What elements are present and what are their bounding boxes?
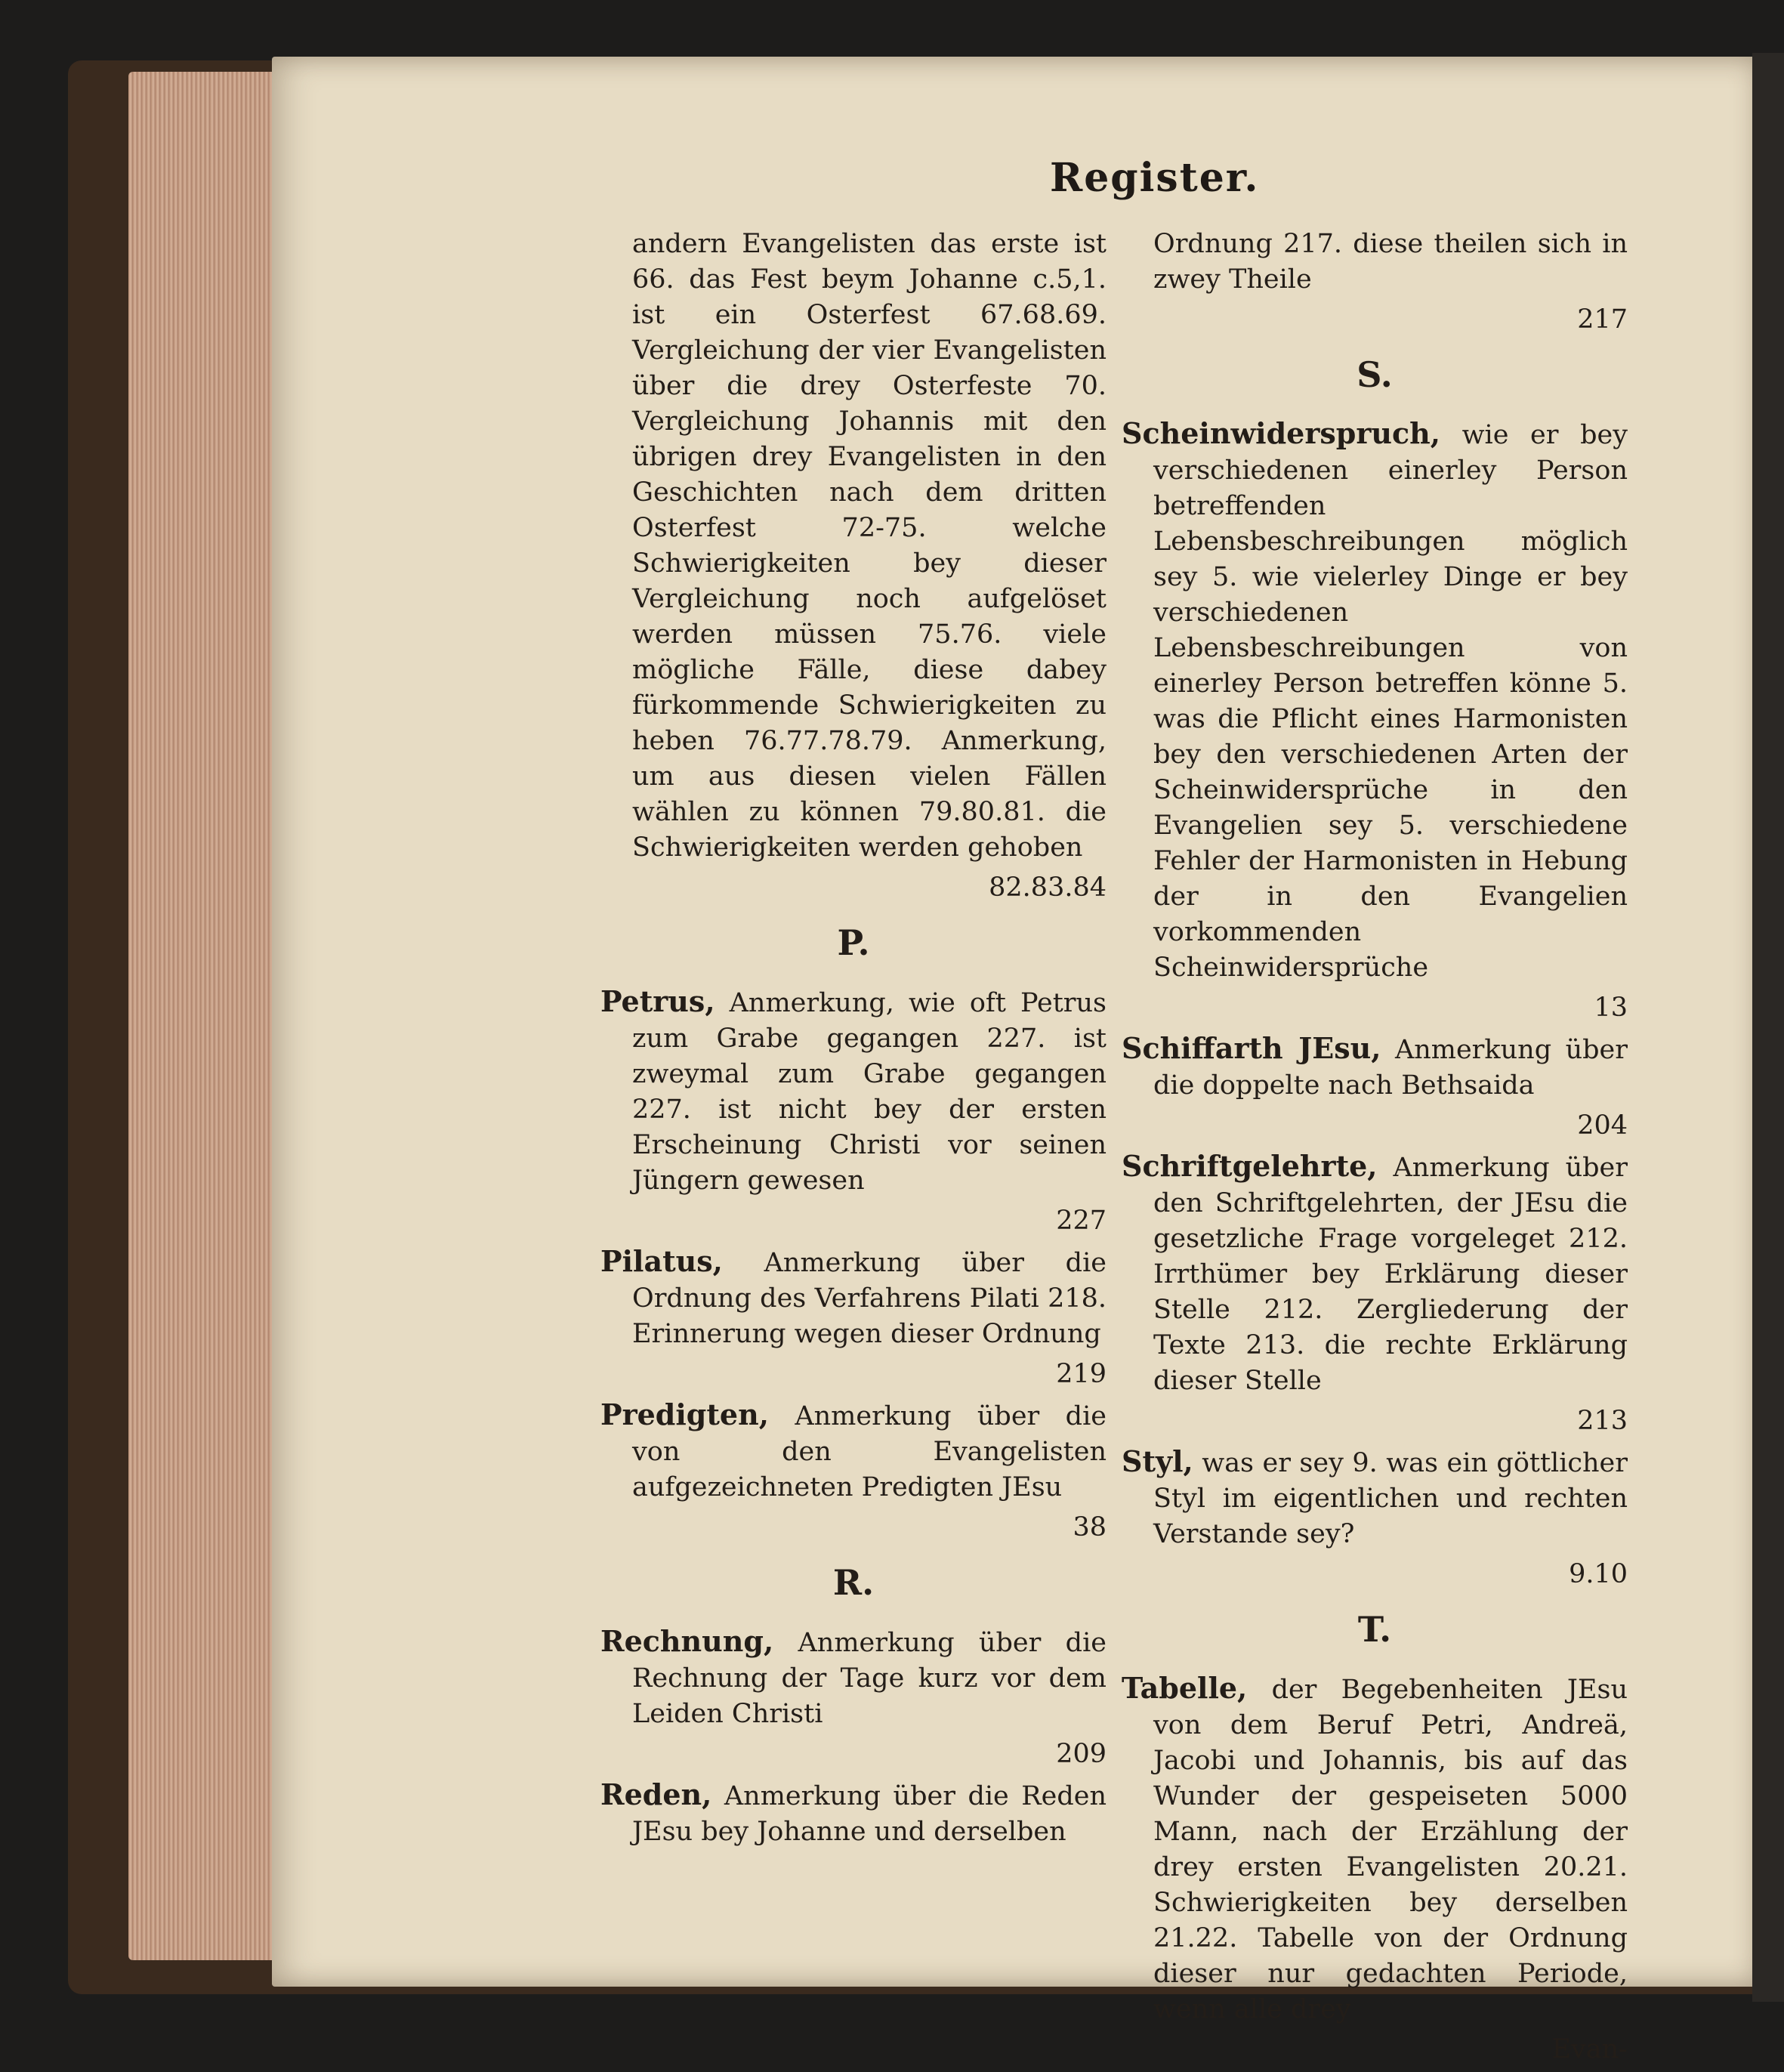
index-entry-schiffarth <box>1122 1030 1628 1104</box>
index-entry-petrus <box>600 984 1107 1199</box>
entry-pages: 219 <box>1056 1359 1107 1389</box>
entry-term: Schiffarth JEsu, <box>1122 1031 1381 1065</box>
entry-pages: 82.83.84 <box>989 872 1107 903</box>
entry-text: Anmerkung über die doppelte nach Bethsaida <box>1153 1035 1628 1101</box>
entry-term: Rechnung, <box>600 1624 774 1658</box>
index-entry-rechnung <box>600 1623 1107 1732</box>
entry-term: Reden, <box>600 1777 712 1811</box>
catchword: Evan- <box>1551 2034 1628 2064</box>
index-entry-predigten <box>600 1397 1107 1505</box>
entry-pages: 9.10 <box>1569 1559 1628 1589</box>
left-column <box>600 227 1107 1854</box>
section-letter-t: T. <box>1357 1609 1392 1650</box>
index-entry-reden <box>600 1777 1107 1850</box>
entry-text: Anmerkung über die Ordnung des Verfahrens Pilati 218. Erinnerung wegen dieser Ordnung <box>632 1248 1107 1349</box>
index-entry-scheinwiderspruch <box>1122 415 1628 986</box>
page-header: Register. <box>1050 155 1260 201</box>
page-edges <box>128 72 287 1960</box>
entry-term: Schriftgelehrte, <box>1122 1149 1378 1183</box>
entry-pages: 209 <box>1056 1739 1107 1769</box>
section-letter-p: P. <box>837 922 870 963</box>
entry-pages: 204 <box>1577 1110 1628 1141</box>
entry-term: Pilatus, <box>600 1244 723 1278</box>
entry-term: Tabelle, <box>1122 1671 1248 1705</box>
entry-pages: 217 <box>1577 304 1628 335</box>
index-entry-tabelle <box>1122 1670 1628 2027</box>
entry-text: was er sey 9. was ein göttlicher Styl im eigentlichen und rechten Verstande sey? <box>1153 1448 1628 1549</box>
entry-term: Petrus, <box>600 984 715 1018</box>
entry-pages: 38 <box>1073 1512 1107 1542</box>
entry-text: Anmerkung über den Schriftgelehrten, der JEsu die gesetzliche Frage vorgeleget 212. Irrthümer bey Erklärung dieser Stelle 212. Zergliederung der Texte 213. die rechte Erklärung dieser Stelle <box>1153 1153 1628 1396</box>
entry-pages: 227 <box>1056 1206 1107 1236</box>
entry-term: Scheinwiderspruch, <box>1122 416 1440 450</box>
entry-text: der Begebenheiten JEsu von dem Beruf Petri, Andreä, Jacobi und Johannis, bis auf das Wunder der gespeiseten 5000 Mann, nach der Erzählung der drey ersten Evangelisten 20.21. Schwierigkeiten bey derselben 21.22. Tabelle von der Ordnung dieser nur gedachten Periode, wenn alle drey <box>1153 1675 1628 2024</box>
entry-continuation <box>1122 227 1628 298</box>
index-entry-pilatus <box>600 1243 1107 1352</box>
right-column <box>1122 227 1628 2072</box>
scan-edge <box>1752 53 1784 2002</box>
entry-text: Ordnung 217. diese theilen sich in zwey Theile <box>1153 229 1628 295</box>
section-letter-r: R. <box>832 1562 875 1603</box>
entry-text: Anmerkung über die Reden JEsu bey Johanne und derselben <box>632 1781 1107 1847</box>
entry-continuation <box>600 227 1107 866</box>
section-letter-s: S. <box>1357 354 1393 395</box>
entry-pages: 13 <box>1594 993 1628 1023</box>
index-entry-styl <box>1122 1444 1628 1552</box>
entry-text: Anmerkung über die von den Evangelisten aufgezeichneten Predigten JEsu <box>632 1401 1107 1502</box>
index-entry-schriftgelehrte <box>1122 1148 1628 1399</box>
entry-pages: 213 <box>1577 1406 1628 1436</box>
entry-term: Styl, <box>1122 1444 1193 1478</box>
entry-text: Anmerkung über die Rechnung der Tage kurz vor dem Leiden Christi <box>632 1628 1107 1729</box>
entry-text: Anmerkung, wie oft Petrus zum Grabe gegangen 227. ist zweymal zum Grabe gegangen 227. ist nicht bey der ersten Erscheinung Christi vor seinen Jüngern gewesen <box>632 988 1107 1196</box>
entry-text: andern Evangelisten das erste ist 66. das Fest beym Johanne c.5,1. ist ein Osterfest 67.68.69. Vergleichung der vier Evangelisten über die drey Osterfeste 70. Vergleichung Johannis mit den übrigen drey Evangelisten in den Geschichten nach dem dritten Osterfest 72-75. welche Schwierigkeiten bey dieser Vergleichung noch aufgelöset werden müssen 75.76. viele mögliche Fälle, diese dabey fürkommende Schwierigkeiten zu heben 76.77.78.79. Anmerkung, um aus diesen vielen Fällen wählen zu können 79.80.81. die Schwierigkeiten werden gehoben <box>632 229 1107 863</box>
entry-term: Predigten, <box>600 1397 769 1431</box>
entry-text: wie er bey verschiedenen einerley Person betreffenden Lebensbeschreibungen möglich sey 5. wie vielerley Dinge er bey verschiedenen Lebensbeschreibungen von einerley Person betreffen könne 5. was die Pflicht eines Harmonisten bey den verschiedenen Arten der Scheinwidersprüche in den Evangelien sey 5. verschiedene Fehler der Harmonisten in Hebung der in den Evangelien vorkommenden Scheinwidersprüche <box>1153 420 1628 983</box>
